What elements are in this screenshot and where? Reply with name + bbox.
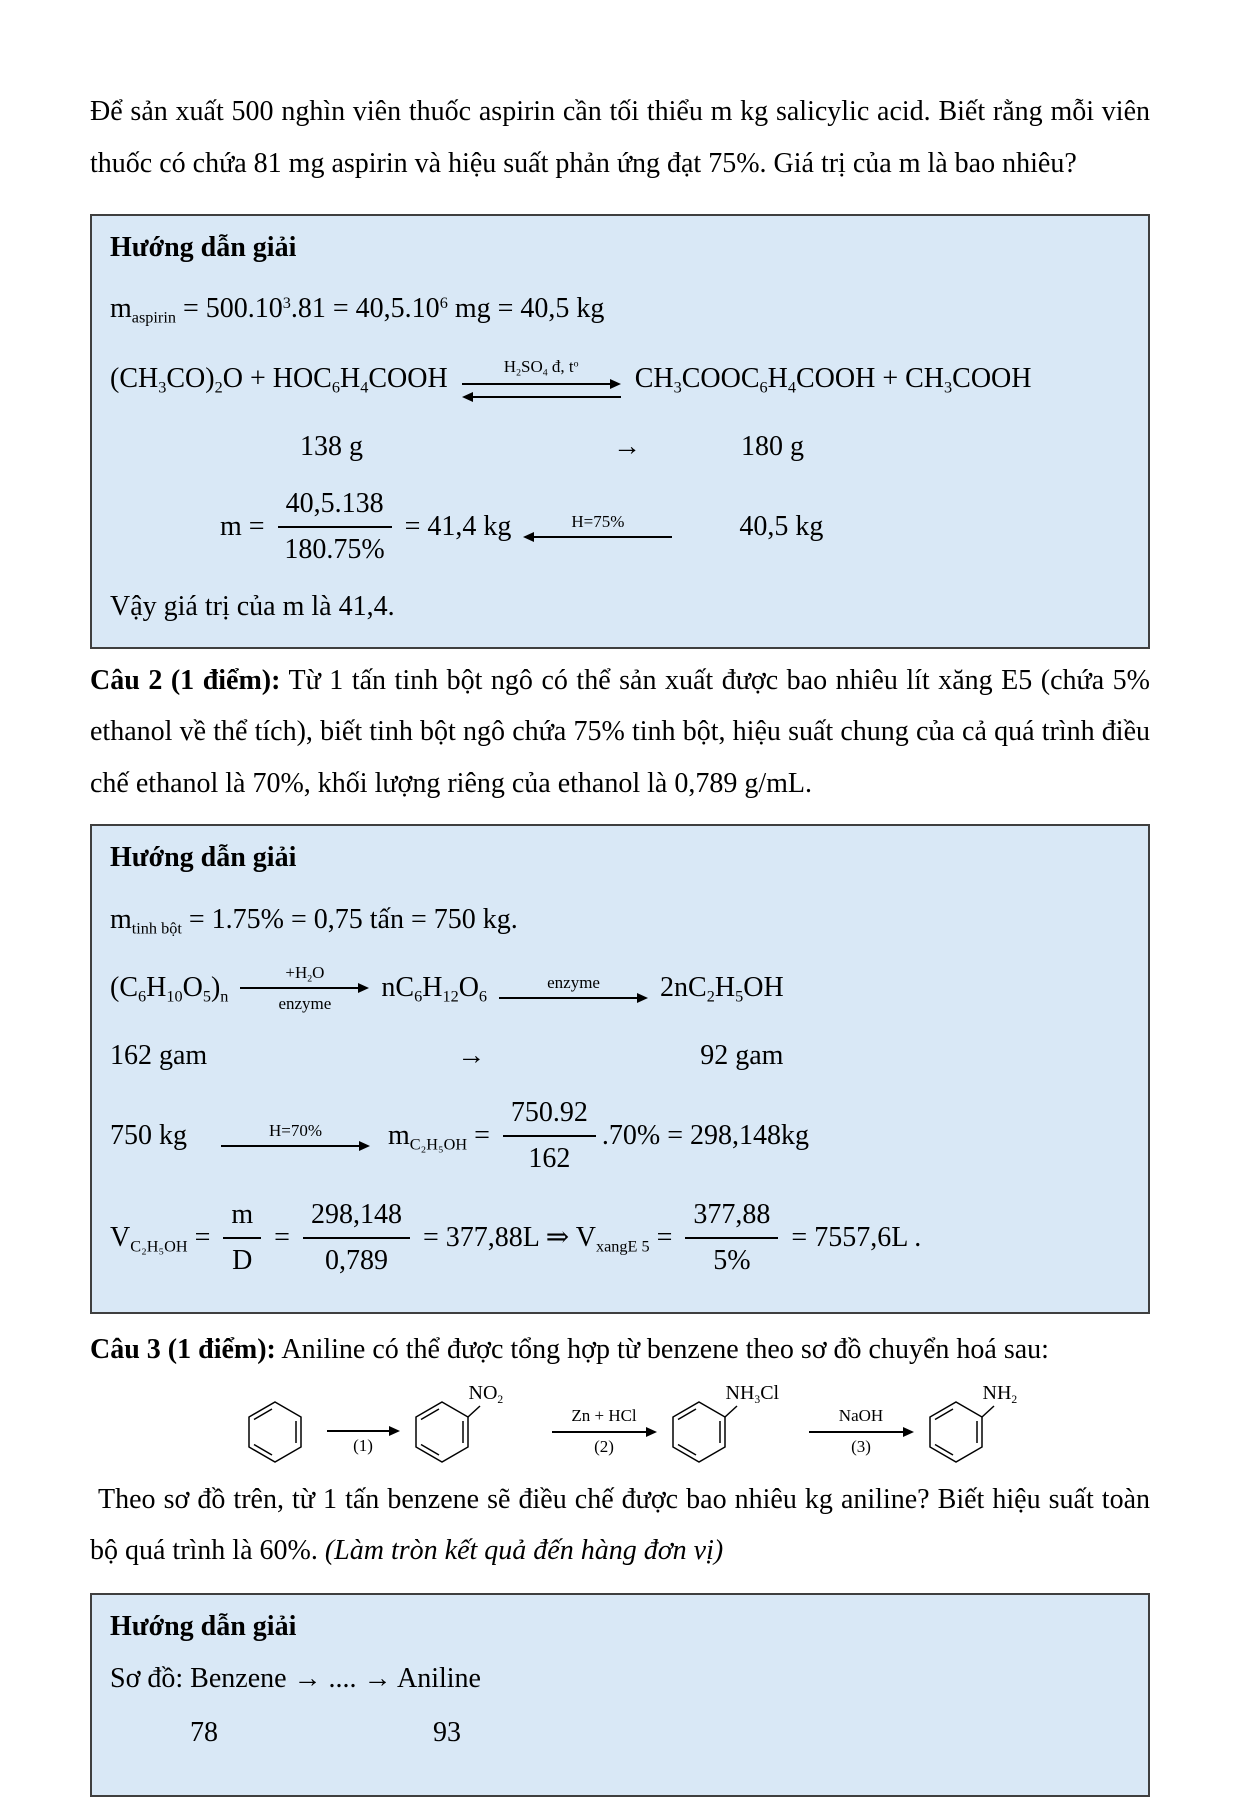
calc2-lhs: $V_{C_2H_5OH}$ = [110,1221,218,1256]
question2-label: Câu 2 (1 điểm): [90,664,281,696]
calc2-result: = 7557,6L . [784,1221,922,1253]
solution-box-1 [90,214,1150,649]
glucose-formula: $nC_6H_{12}O_6$ [381,971,488,1006]
scheme-arrow-1 [327,1406,400,1456]
solution-box-3-title: Hướng dẫn giải [110,1611,297,1643]
equation-right-side: $CH_3COOC_6H_4COOH$ + $CH_3COOH$ [634,363,1032,397]
anilinium-ring [669,1400,739,1464]
molar-mass-row-1 [110,421,1130,473]
anilinium-chloride-molecule [669,1381,780,1464]
equation-left-side: $(CH_3CO)_2O$ + $HOC_6H_4COOH$ [110,363,448,397]
fermentation-equation [110,962,1130,1015]
scheme-arrow-2 [552,1406,657,1457]
scheme-arrow-3-step-number: (3) [851,1436,871,1456]
scheme-arrow-3 [809,1406,914,1457]
starch-molar-mass: 162 gam [110,1040,208,1072]
mass-reactant: 138 g [300,430,363,462]
nh2-substituent-label: $NH_2$ [982,1381,1018,1406]
nh3cl-substituent-label: $NH_3Cl$ [725,1381,780,1406]
mass-calc-formula-1 [110,483,1130,571]
yield-arrow-glyph-2: → [457,1040,486,1072]
fermentation-arrow-label: enzyme [547,973,600,993]
ethanol-mass-calc [110,1092,1130,1180]
calc1-fraction [503,1092,596,1180]
scheme-arrow-2-step-number: (2) [594,1436,614,1456]
scheme-arrow-3-reagent: NaOH [838,1406,884,1426]
calc2-mid: = 377,88L ⇒ $V_{xangE 5}$ = [415,1221,680,1256]
nitrobenzene-ring [412,1400,482,1464]
calc-fraction [278,483,392,571]
fraction-numerator: 40,5.138 [278,483,392,528]
starch-mass-formula-text: $m_{tinh bột} = 1.75\% = 0,75$ tấn = 750 kg. [110,903,518,938]
benzene-molecule [245,1400,315,1464]
solution-box-3 [90,1593,1150,1796]
solution-box-2 [90,824,1150,1314]
conclusion-1: Vậy giá trị của m là 41,4. [110,590,395,622]
calc1-start: 750 kg [110,1119,187,1151]
equilibrium-arrow-condition: $H_2SO_4$ đ, $t^o$ [503,356,579,379]
volume-calc [110,1194,1130,1282]
calc2-density-numerator: 298,148 [303,1194,410,1239]
hydrolysis-arrow-bottom-label: enzyme [278,993,332,1013]
starch-mass-formula [110,894,1130,946]
benzene-molar-mass: 78 [190,1716,218,1748]
calc1-fraction-denominator: 162 [528,1142,571,1174]
scheme-arrow-1-step-number: (1) [353,1436,373,1456]
molar-mass-row-3 [110,1707,1130,1759]
yield-arrow-glyph: → [613,430,641,462]
yield-back-arrow-label: H=75% [571,512,625,532]
calc2-fraction-density [303,1194,410,1282]
calc2-e5-numerator: 377,88 [685,1194,778,1239]
question3b-text [90,1474,1150,1578]
aniline-molar-mass: 93 [433,1716,461,1748]
question3-label: Câu 3 (1 điểm): [90,1333,276,1365]
question3-body: Aniline có thể được tổng hợp từ benzene theo sơ đồ chuyển hoá sau: [281,1333,1049,1365]
molar-mass-row-2 [110,1030,1130,1082]
scheme-summary-line: Sơ đồ: Benzene → .... → Aniline [110,1663,481,1695]
calc2-fraction-md [223,1194,261,1282]
solution-box-2-title: Hướng dẫn giải [110,841,297,873]
aniline-synthesis-scheme [90,1380,1150,1464]
yield-70-arrow-label: H=70% [268,1121,323,1141]
calc2-density-denominator: 0,789 [324,1244,388,1276]
calc1-fraction-numerator: 750.92 [503,1092,596,1137]
starch-formula: $(C_6H_{10}O_5)_n$ [110,971,229,1006]
calc2-md-denominator: D [232,1244,253,1276]
equilibrium-arrow [462,356,621,402]
aspirin-mass-formula-text: $m_{aspirin} = 500.10^3.81 = 40,5.10^6$ mg = 40,5 kg [110,293,605,328]
calc-result: = 41,4 kg [397,510,512,542]
calc-start-mass: 40,5 kg [739,510,824,542]
calc2-fraction-e5 [685,1194,778,1282]
hydrolysis-arrow [240,962,369,1015]
question2-body: Từ 1 tấn tinh bột ngô có thể sản xuất được bao nhiêu lít xăng E5 (chứa 5% ethanol về thể tích), biết tinh bột ngô chứa 75% tinh bột, hiệu suất chung của cả quá trình điều chế ethanol là 70%, khối lượng riêng của ethanol là 0,789 g/mL. [90,664,1150,800]
no2-substituent-label: $NO_2$ [468,1381,504,1406]
benzene-ring [245,1400,315,1464]
equilibrium-arrow-forward [462,379,621,389]
aspirin-mass-formula [110,283,1130,335]
calc2-md-numerator: m [223,1194,261,1239]
yield-70-arrow [221,1120,370,1151]
question3b-body: Theo sơ đồ trên, từ 1 tấn benzene sẽ điều chế được bao nhiêu kg aniline? Biết hiệu suất toàn bộ quá trình là 60%. [90,1483,1150,1567]
calc1-mid: $m_{C_2H_5OH}$ = [388,1119,497,1154]
calc2-eq1: = [267,1221,297,1253]
hydrolysis-arrow-top-label: $+H_2O$ [285,962,325,984]
aniline-molecule [926,1381,1018,1464]
fermentation-arrow [499,972,648,1003]
aniline-ring [926,1400,996,1464]
equilibrium-arrow-reverse [462,392,621,402]
mass-product: 180 g [741,430,804,462]
calc2-e5-denominator: 5% [713,1244,751,1276]
nitrobenzene-molecule [412,1381,504,1464]
calc-lhs: m = [220,510,272,542]
ethanol-molar-mass: 92 gam [700,1040,784,1072]
calc1-result: .70% = 298,148kg [601,1119,810,1151]
question2-text [90,655,1150,810]
question3-text [90,1324,1150,1376]
question3b-note: (Làm tròn kết quả đến hàng đơn vị) [324,1535,724,1567]
ethanol-formula: $2nC_2H_5OH$ [660,971,784,1006]
yield-back-arrow [523,511,672,542]
esterification-equation [110,353,1130,405]
question1-text: Để sản xuất 500 nghìn viên thuốc aspirin cần tối thiểu m kg salicylic acid. Biết rằng mỗi viên thuốc có chứa 81 mg aspirin và hiệu suất phản ứng đạt 75%. Giá trị của m là bao nhiêu? [90,96,1150,179]
solution-box-1-title: Hướng dẫn giải [110,231,297,263]
fraction-denominator: 180.75% [284,533,385,565]
scheme-arrow-2-reagent: Zn + HCl [571,1406,637,1426]
